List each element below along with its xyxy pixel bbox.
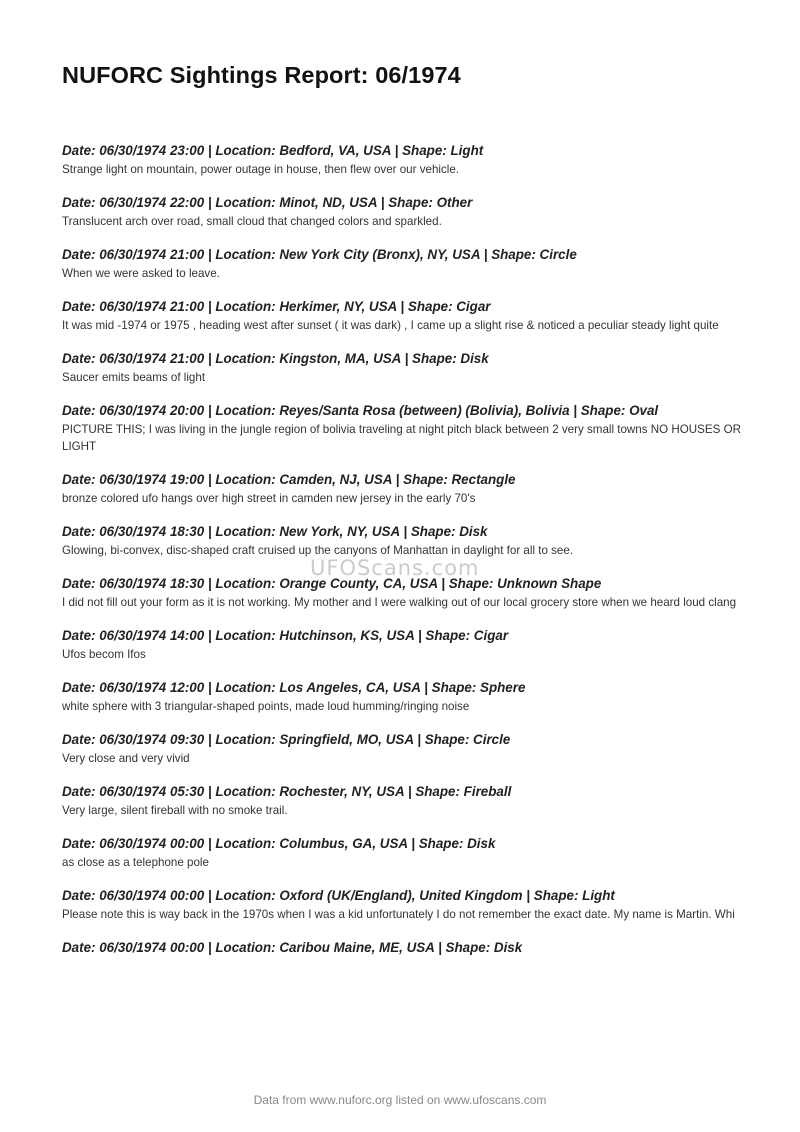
sighting-entry: [62, 142, 752, 179]
sighting-entry: [62, 627, 752, 664]
sighting-heading: Date: 06/30/1974 05:30 | Location: Rochester, NY, USA | Shape: Fireball: [62, 783, 512, 799]
sighting-heading: Date: 06/30/1974 21:00 | Location: Herkimer, NY, USA | Shape: Cigar: [62, 299, 491, 314]
sighting-description: as close as a telephone pole: [62, 855, 209, 869]
sighting-heading: Date: 06/30/1974 18:30 | Location: New York, NY, USA | Shape: Disk: [62, 523, 488, 539]
sighting-heading: Date: 06/30/1974 00:00 | Location: Columbus, GA, USA | Shape: Disk: [62, 835, 496, 851]
sighting-description: Very large, silent fireball with no smoke trail.: [62, 803, 288, 817]
sighting-description: Please note this is way back in the 1970s when I was a kid unfortunately I do not remember the exact date. My name is Martin. Whi: [62, 907, 735, 921]
sightings-list: [62, 142, 752, 972]
sighting-entry: [62, 575, 752, 612]
sighting-description: Saucer emits beams of light: [62, 371, 206, 384]
sighting-description: Very close and very vivid: [62, 751, 190, 765]
sighting-heading: Date: 06/30/1974 09:30 | Location: Springfield, MO, USA | Shape: Circle: [62, 731, 511, 747]
sighting-heading: Date: 06/30/1974 21:00 | Location: New York City (Bronx), NY, USA | Shape: Circle: [62, 247, 577, 262]
sighting-heading: Date: 06/30/1974 21:00 | Location: Kingston, MA, USA | Shape: Disk: [62, 351, 489, 366]
sighting-entry: [62, 783, 752, 820]
sighting-entry: [62, 350, 752, 387]
sighting-entry: [62, 835, 752, 872]
sighting-description: bronze colored ufo hangs over high street in camden new jersey in the early 70's: [62, 491, 476, 505]
sighting-description: It was mid -1974 or 1975 , heading west after sunset ( it was dark) , I came up a slight rise & noticed a peculiar steady light quite: [62, 319, 719, 332]
sighting-entry: [62, 402, 752, 455]
sighting-description: white sphere with 3 triangular-shaped points, made loud humming/ringing noise: [62, 699, 470, 713]
sighting-heading: Date: 06/30/1974 19:00 | Location: Camden, NJ, USA | Shape: Rectangle: [62, 471, 516, 487]
sighting-heading: Date: 06/30/1974 18:30 | Location: Orange County, CA, USA | Shape: Unknown Shape: [62, 575, 602, 591]
sighting-heading: Date: 06/30/1974 23:00 | Location: Bedford, VA, USA | Shape: Light: [62, 143, 484, 158]
sighting-entry: [62, 471, 752, 508]
sighting-entry: [62, 887, 752, 924]
sighting-entry: [62, 298, 752, 335]
sighting-entry: [62, 523, 752, 560]
watermark: UFOScans.com: [310, 556, 480, 580]
sighting-entry: [62, 939, 752, 957]
page-title: NUFORC Sightings Report: 06/1974: [62, 62, 461, 88]
sighting-description: When we were asked to leave.: [62, 267, 220, 280]
sighting-heading: Date: 06/30/1974 12:00 | Location: Los Angeles, CA, USA | Shape: Sphere: [62, 679, 526, 695]
sighting-heading: Date: 06/30/1974 00:00 | Location: Caribou Maine, ME, USA | Shape: Disk: [62, 939, 523, 955]
sighting-entry: [62, 679, 752, 716]
sighting-description: Strange light on mountain, power outage in house, then flew over our vehicle.: [62, 163, 460, 176]
sighting-description: PICTURE THIS; I was living in the jungle region of bolivia traveling at night pitch black between 2 very small towns NO HOUSES OR LIGHT: [62, 423, 741, 453]
sighting-entry: [62, 246, 752, 283]
sighting-description: I did not fill out your form as it is not working. My mother and I were walking out of our local grocery store when we heard loud clang: [62, 595, 737, 609]
footer-credit: Data from www.nuforc.org listed on www.ufoscans.com: [253, 1093, 547, 1107]
sighting-description: Glowing, bi-convex, disc-shaped craft cruised up the canyons of Manhattan in daylight for all to see.: [62, 543, 574, 557]
sighting-description: Ufos becom Ifos: [62, 647, 146, 661]
sighting-description: Translucent arch over road, small cloud that changed colors and sparkled.: [62, 215, 442, 228]
sighting-heading: Date: 06/30/1974 14:00 | Location: Hutchinson, KS, USA | Shape: Cigar: [62, 627, 509, 643]
sighting-heading: Date: 06/30/1974 22:00 | Location: Minot, ND, USA | Shape: Other: [62, 195, 473, 210]
sighting-entry: [62, 194, 752, 231]
sighting-entry: [62, 731, 752, 768]
sighting-heading: Date: 06/30/1974 00:00 | Location: Oxford (UK/England), United Kingdom | Shape: Light: [62, 887, 615, 903]
sighting-heading: Date: 06/30/1974 20:00 | Location: Reyes/Santa Rosa (between) (Bolivia), Bolivia | Shape: Oval: [62, 403, 659, 418]
